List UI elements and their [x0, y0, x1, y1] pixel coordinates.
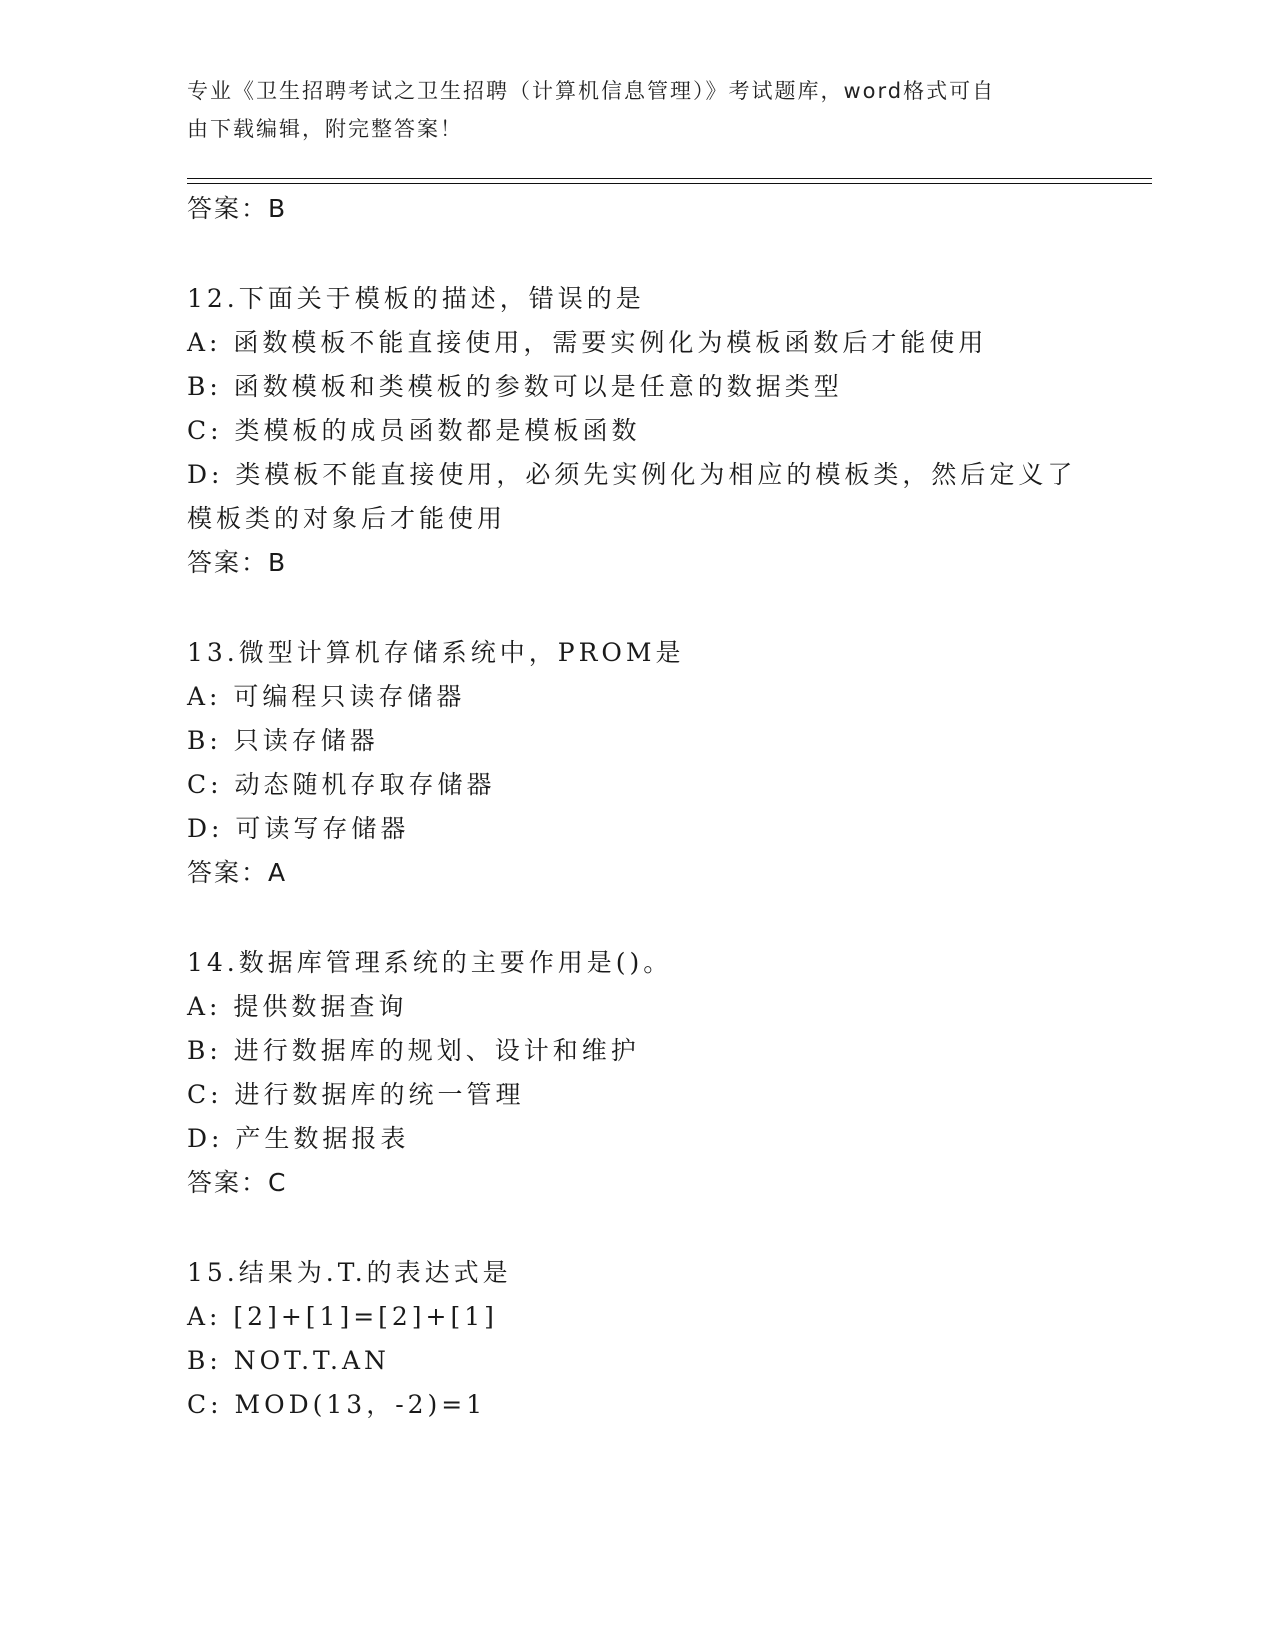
option-d: D: 类模板不能直接使用，必须先实例化为相应的模板类，然后定义了: [187, 460, 1077, 489]
question-stem: 13.微型计算机存储系统中，PROM是: [187, 638, 685, 667]
option-c: C: 进行数据库的统一管理: [187, 1080, 525, 1109]
option-b: B: 进行数据库的规划、设计和维护: [187, 1036, 640, 1065]
header-line-1: 专业《卫生招聘考试之卫生招聘（计算机信息管理）》考试题库，word格式可自: [187, 79, 996, 103]
option-c: C: 类模板的成员函数都是模板函数: [187, 416, 641, 445]
answer: 答案：A: [187, 858, 288, 887]
question-stem: 14.数据库管理系统的主要作用是()。: [187, 948, 673, 977]
option-d: D: 可读写存储器: [187, 814, 410, 843]
header-divider-bottom: [187, 183, 1152, 184]
option-c: C: 动态随机存取存储器: [187, 770, 496, 799]
option-a: A: 提供数据查询: [187, 992, 408, 1021]
option-a: A: 函数模板不能直接使用，需要实例化为模板函数后才能使用: [187, 328, 988, 357]
question-stem: 12.下面关于模板的描述，错误的是: [187, 284, 645, 313]
option-c: C: MOD(13，-2)=1: [187, 1390, 487, 1419]
question-stem: 15.结果为.T.的表达式是: [187, 1258, 512, 1287]
option-d: D: 产生数据报表: [187, 1124, 410, 1153]
answer: 答案：B: [187, 548, 288, 577]
option-b: B: 函数模板和类模板的参数可以是任意的数据类型: [187, 372, 843, 401]
option-d-continued: 模板类的对象后才能使用: [187, 504, 507, 533]
document-header: [187, 72, 1087, 148]
option-b: B: NOT.T.AN: [187, 1346, 390, 1375]
option-a: A: 可编程只读存储器: [187, 682, 466, 711]
option-b: B: 只读存储器: [187, 726, 379, 755]
option-a: A: [2]+[1]=[2]+[1]: [187, 1302, 498, 1331]
header-divider-top: [187, 178, 1152, 179]
header-line-2: 由下载编辑，附完整答案！: [187, 117, 463, 141]
answer: 答案：C: [187, 1168, 288, 1197]
previous-answer: 答案：B: [187, 194, 288, 223]
